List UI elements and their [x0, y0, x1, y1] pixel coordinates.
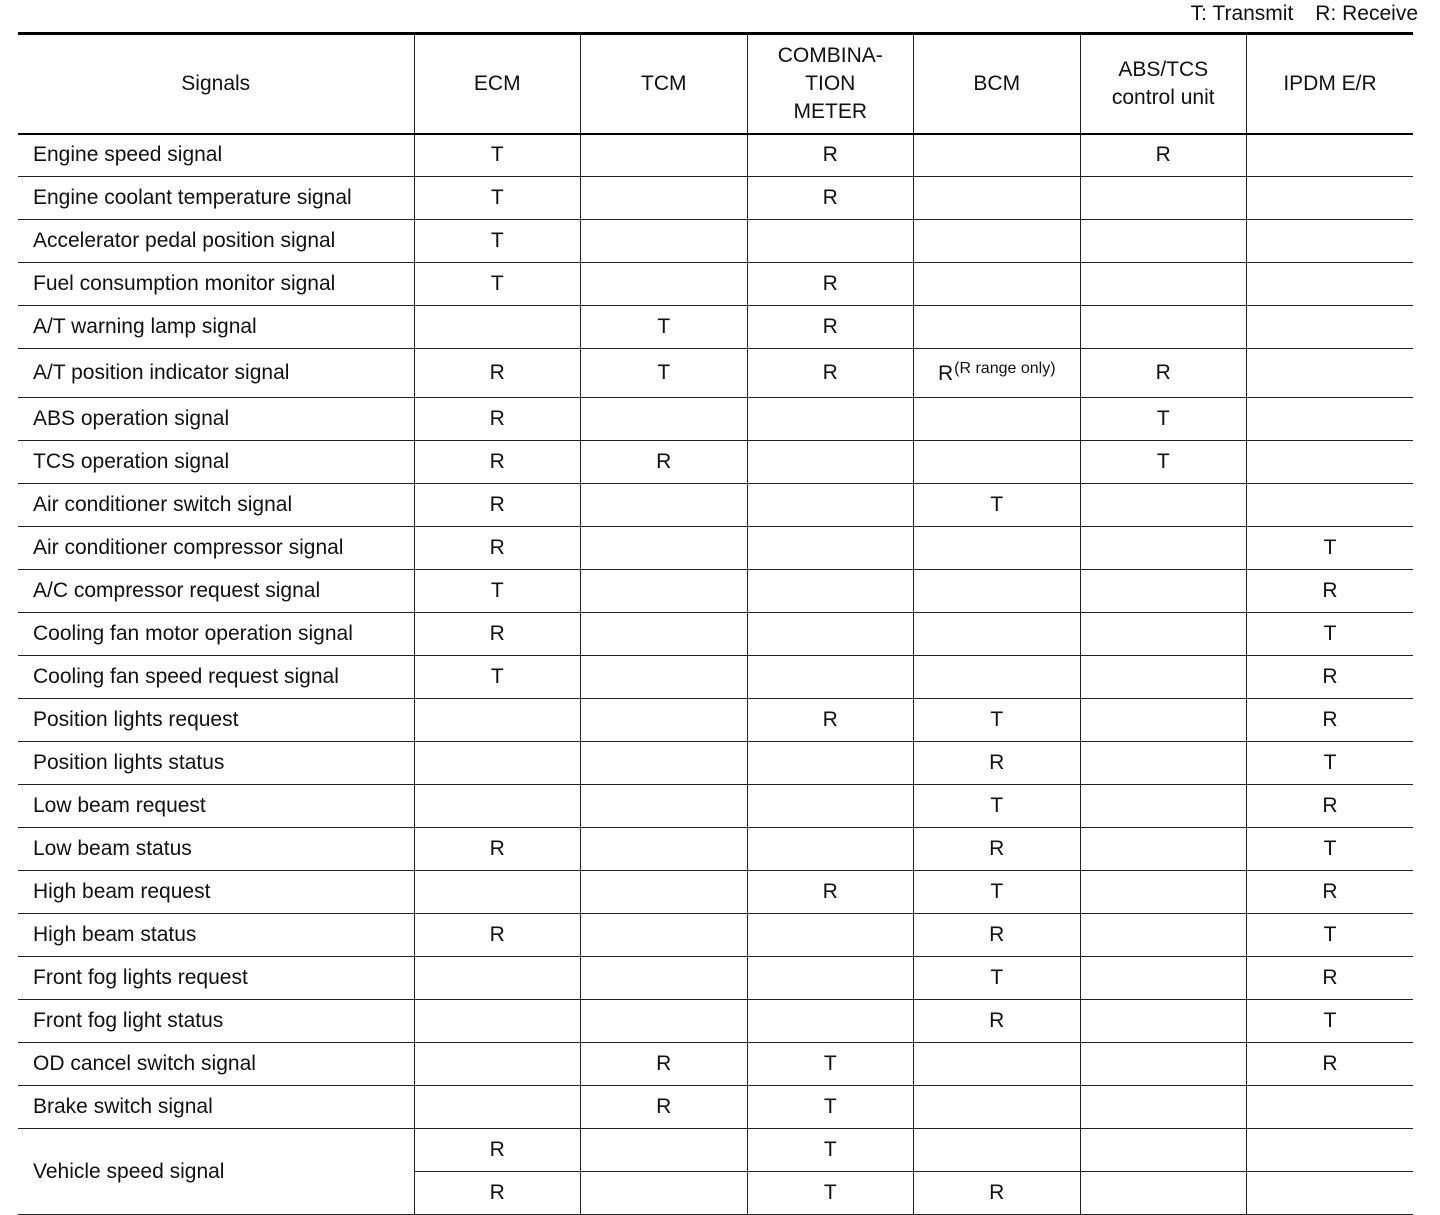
- column-header-line: TION: [805, 71, 856, 95]
- cell-ecm: [414, 742, 581, 785]
- cell-abs-tcs-control-unit: [1080, 828, 1247, 871]
- cell-combination-meter: [747, 742, 914, 785]
- cell-combination-meter: [747, 785, 914, 828]
- cell-abs-tcs-control-unit: [1080, 570, 1247, 613]
- cell-combination-meter: T: [747, 1172, 914, 1215]
- cell-tcm: [581, 484, 748, 527]
- cell-tcm: [581, 828, 748, 871]
- cell-bcm: [914, 177, 1081, 220]
- cell-abs-tcs-control-unit: [1080, 306, 1247, 349]
- cell-abs-tcs-control-unit: R: [1080, 134, 1247, 177]
- cell-tcm: [581, 742, 748, 785]
- cell-tcm: [581, 613, 748, 656]
- signal-name: Front fog lights request: [18, 957, 414, 1000]
- table-row: [18, 1086, 1413, 1129]
- cell-bcm: R: [914, 914, 1081, 957]
- cell-bcm: [914, 1043, 1081, 1086]
- cell-combination-meter: [747, 656, 914, 699]
- legend: [1191, 2, 1418, 26]
- column-header-combination-meter: [747, 34, 914, 134]
- legend-receive: R: Receive: [1315, 2, 1418, 25]
- column-header-line: METER: [793, 99, 867, 123]
- cell-ipdm-er: T: [1247, 613, 1414, 656]
- column-header-line: control unit: [1111, 85, 1215, 109]
- cell-ecm: T: [414, 263, 581, 306]
- cell-abs-tcs-control-unit: [1080, 1000, 1247, 1043]
- column-header-line: ECM: [473, 71, 521, 95]
- signal-name: TCS operation signal: [18, 441, 414, 484]
- cell-bcm: [914, 570, 1081, 613]
- cell-ecm: R: [414, 349, 581, 398]
- signal-name: Low beam status: [18, 828, 414, 871]
- column-header-tcm: [581, 34, 748, 134]
- signal-name: Engine speed signal: [18, 134, 414, 177]
- cell-combination-meter: T: [747, 1129, 914, 1172]
- cell-combination-meter: [747, 441, 914, 484]
- signal-name: Cooling fan speed request signal: [18, 656, 414, 699]
- cell-ipdm-er: R: [1247, 570, 1414, 613]
- cell-ecm: R: [414, 1172, 581, 1215]
- table-row: [18, 699, 1413, 742]
- table-row: [18, 441, 1413, 484]
- signal-name: A/T position indicator signal: [18, 349, 414, 398]
- cell-ipdm-er: [1247, 1086, 1414, 1129]
- cell-abs-tcs-control-unit: [1080, 484, 1247, 527]
- cell-ecm: R: [414, 527, 581, 570]
- cell-combination-meter: [747, 527, 914, 570]
- signal-name: A/T warning lamp signal: [18, 306, 414, 349]
- cell-abs-tcs-control-unit: [1080, 527, 1247, 570]
- cell-bcm: [914, 220, 1081, 263]
- cell-tcm: [581, 957, 748, 1000]
- cell-ecm: R: [414, 828, 581, 871]
- cell-bcm: T: [914, 484, 1081, 527]
- signal-name: High beam request: [18, 871, 414, 914]
- signal-name: OD cancel switch signal: [18, 1043, 414, 1086]
- signal-name: Fuel consumption monitor signal: [18, 263, 414, 306]
- cell-ecm: R: [414, 441, 581, 484]
- table-row: [18, 785, 1413, 828]
- table-row: [18, 570, 1413, 613]
- signal-name: Position lights request: [18, 699, 414, 742]
- cell-bcm: R: [914, 742, 1081, 785]
- cell-ipdm-er: R: [1247, 1043, 1414, 1086]
- range-note: (R range only): [954, 360, 1056, 377]
- table-row: [18, 1129, 1413, 1172]
- signal-name: A/C compressor request signal: [18, 570, 414, 613]
- cell-bcm: [914, 398, 1081, 441]
- column-header-bcm: [914, 34, 1081, 134]
- cell-bcm: [914, 263, 1081, 306]
- cell-bcm: T: [914, 871, 1081, 914]
- signal-name: Air conditioner switch signal: [18, 484, 414, 527]
- signal-name: Engine coolant temperature signal: [18, 177, 414, 220]
- cell-bcm: [914, 656, 1081, 699]
- cell-bcm: [914, 527, 1081, 570]
- column-header-line: BCM: [973, 71, 1021, 95]
- cell-bcm: T: [914, 957, 1081, 1000]
- cell-tcm: [581, 398, 748, 441]
- signal-name: Position lights status: [18, 742, 414, 785]
- cell-tcm: [581, 134, 748, 177]
- cell-abs-tcs-control-unit: [1080, 1129, 1247, 1172]
- cell-bcm: T: [914, 699, 1081, 742]
- cell-abs-tcs-control-unit: [1080, 957, 1247, 1000]
- cell-abs-tcs-control-unit: [1080, 656, 1247, 699]
- column-header-line: IPDM E/R: [1283, 71, 1377, 95]
- cell-combination-meter: [747, 613, 914, 656]
- cell-abs-tcs-control-unit: [1080, 871, 1247, 914]
- cell-combination-meter: [747, 914, 914, 957]
- column-header-line: Signals: [181, 71, 251, 95]
- cell-combination-meter: R: [747, 699, 914, 742]
- cell-combination-meter: R: [747, 349, 914, 398]
- cell-ecm: R: [414, 398, 581, 441]
- cell-ipdm-er: [1247, 349, 1414, 398]
- cell-ipdm-er: R: [1247, 656, 1414, 699]
- table-row: [18, 656, 1413, 699]
- signal-name: Cooling fan motor operation signal: [18, 613, 414, 656]
- cell-tcm: [581, 871, 748, 914]
- cell-tcm: [581, 914, 748, 957]
- cell-tcm: [581, 656, 748, 699]
- signal-name: Front fog light status: [18, 1000, 414, 1043]
- table-row: [18, 398, 1413, 441]
- cell-ipdm-er: T: [1247, 828, 1414, 871]
- column-header-line: COMBINA-: [777, 43, 883, 67]
- cell-abs-tcs-control-unit: R: [1080, 349, 1247, 398]
- column-header-ecm: [414, 34, 581, 134]
- table-row: [18, 828, 1413, 871]
- cell-bcm: R: [914, 828, 1081, 871]
- cell-combination-meter: [747, 398, 914, 441]
- cell-ecm: T: [414, 656, 581, 699]
- signal-name: Accelerator pedal position signal: [18, 220, 414, 263]
- cell-combination-meter: [747, 1000, 914, 1043]
- cell-tcm: [581, 785, 748, 828]
- cell-ecm: R: [414, 914, 581, 957]
- legend-transmit: T: Transmit: [1190, 2, 1294, 25]
- cell-bcm: [914, 306, 1081, 349]
- table-row: [18, 914, 1413, 957]
- cell-abs-tcs-control-unit: [1080, 220, 1247, 263]
- cell-ipdm-er: [1247, 484, 1414, 527]
- table-row: [18, 263, 1413, 306]
- cell-abs-tcs-control-unit: [1080, 263, 1247, 306]
- signal-name: Air conditioner compressor signal: [18, 527, 414, 570]
- header-row: [18, 34, 1413, 134]
- cell-bcm: [914, 613, 1081, 656]
- cell-bcm: [914, 134, 1081, 177]
- cell-tcm: [581, 699, 748, 742]
- cell-ipdm-er: [1247, 1129, 1414, 1172]
- cell-ipdm-er: [1247, 306, 1414, 349]
- table-row: [18, 484, 1413, 527]
- cell-combination-meter: R: [747, 263, 914, 306]
- cell-tcm: [581, 220, 748, 263]
- cell-bcm: T: [914, 785, 1081, 828]
- cell-tcm: [581, 570, 748, 613]
- cell-abs-tcs-control-unit: [1080, 613, 1247, 656]
- cell-ecm: T: [414, 220, 581, 263]
- cell-ipdm-er: [1247, 263, 1414, 306]
- table-row: [18, 613, 1413, 656]
- cell-ipdm-er: T: [1247, 1000, 1414, 1043]
- cell-tcm: [581, 1129, 748, 1172]
- cell-ipdm-er: R: [1247, 957, 1414, 1000]
- signal-name: Vehicle speed signal: [18, 1129, 414, 1215]
- cell-ecm: [414, 785, 581, 828]
- cell-ipdm-er: [1247, 134, 1414, 177]
- cell-combination-meter: R: [747, 871, 914, 914]
- column-header-ipdm-er: [1247, 34, 1414, 134]
- cell-tcm: [581, 1172, 748, 1215]
- cell-abs-tcs-control-unit: T: [1080, 441, 1247, 484]
- cell-value: R: [937, 362, 954, 385]
- can-signal-table: [18, 32, 1413, 1215]
- column-header-line: ABS/TCS: [1118, 57, 1209, 81]
- cell-tcm: R: [581, 1043, 748, 1086]
- table-row: [18, 177, 1413, 220]
- cell-combination-meter: [747, 484, 914, 527]
- cell-ipdm-er: [1247, 177, 1414, 220]
- cell-abs-tcs-control-unit: [1080, 785, 1247, 828]
- table-row: [18, 871, 1413, 914]
- signal-name: Brake switch signal: [18, 1086, 414, 1129]
- cell-ecm: [414, 1000, 581, 1043]
- cell-combination-meter: [747, 957, 914, 1000]
- cell-bcm: [914, 1129, 1081, 1172]
- cell-ipdm-er: T: [1247, 914, 1414, 957]
- cell-ecm: R: [414, 484, 581, 527]
- cell-abs-tcs-control-unit: [1080, 914, 1247, 957]
- cell-ipdm-er: [1247, 398, 1414, 441]
- cell-ecm: [414, 306, 581, 349]
- cell-ecm: R: [414, 1129, 581, 1172]
- cell-abs-tcs-control-unit: [1080, 742, 1247, 785]
- cell-ecm: [414, 1086, 581, 1129]
- cell-tcm: [581, 527, 748, 570]
- cell-ecm: R: [414, 613, 581, 656]
- cell-tcm: T: [581, 349, 748, 398]
- cell-combination-meter: R: [747, 306, 914, 349]
- cell-abs-tcs-control-unit: T: [1080, 398, 1247, 441]
- cell-combination-meter: R: [747, 134, 914, 177]
- signal-name: ABS operation signal: [18, 398, 414, 441]
- cell-combination-meter: [747, 220, 914, 263]
- signal-name: Low beam request: [18, 785, 414, 828]
- table-row: [18, 742, 1413, 785]
- cell-ecm: [414, 871, 581, 914]
- cell-ipdm-er: T: [1247, 742, 1414, 785]
- cell-ipdm-er: R: [1247, 871, 1414, 914]
- cell-combination-meter: R: [747, 177, 914, 220]
- cell-ecm: [414, 1043, 581, 1086]
- cell-ecm: T: [414, 570, 581, 613]
- cell-ipdm-er: R: [1247, 699, 1414, 742]
- table-row: [18, 527, 1413, 570]
- cell-abs-tcs-control-unit: [1080, 1086, 1247, 1129]
- cell-abs-tcs-control-unit: [1080, 1172, 1247, 1215]
- cell-ipdm-er: R: [1247, 785, 1414, 828]
- cell-ipdm-er: [1247, 441, 1414, 484]
- cell-tcm: R: [581, 441, 748, 484]
- cell-combination-meter: T: [747, 1086, 914, 1129]
- cell-tcm: R: [581, 1086, 748, 1129]
- cell-ecm: [414, 957, 581, 1000]
- column-header-abs-tcs-control-unit: [1080, 34, 1247, 134]
- table-row: [18, 1000, 1413, 1043]
- table-row: [18, 1043, 1413, 1086]
- cell-tcm: T: [581, 306, 748, 349]
- cell-ipdm-er: [1247, 1172, 1414, 1215]
- cell-bcm: [914, 349, 1081, 398]
- cell-abs-tcs-control-unit: [1080, 177, 1247, 220]
- column-header-line: TCM: [641, 71, 687, 95]
- cell-bcm: [914, 441, 1081, 484]
- cell-bcm: R: [914, 1000, 1081, 1043]
- table-row: [18, 957, 1413, 1000]
- cell-ecm: T: [414, 134, 581, 177]
- cell-bcm: R: [914, 1172, 1081, 1215]
- table-row: [18, 349, 1413, 398]
- cell-tcm: [581, 177, 748, 220]
- cell-abs-tcs-control-unit: [1080, 699, 1247, 742]
- cell-ipdm-er: T: [1247, 527, 1414, 570]
- cell-bcm: [914, 1086, 1081, 1129]
- signal-name: High beam status: [18, 914, 414, 957]
- table-row: [18, 134, 1413, 177]
- cell-combination-meter: T: [747, 1043, 914, 1086]
- cell-tcm: [581, 1000, 748, 1043]
- cell-tcm: [581, 263, 748, 306]
- table-row: [18, 220, 1413, 263]
- cell-ecm: [414, 699, 581, 742]
- cell-abs-tcs-control-unit: [1080, 1043, 1247, 1086]
- table-row: [18, 306, 1413, 349]
- cell-ipdm-er: [1247, 220, 1414, 263]
- cell-ecm: T: [414, 177, 581, 220]
- cell-combination-meter: [747, 570, 914, 613]
- cell-combination-meter: [747, 828, 914, 871]
- table-body: [18, 134, 1413, 1215]
- column-header-signals: [18, 34, 414, 134]
